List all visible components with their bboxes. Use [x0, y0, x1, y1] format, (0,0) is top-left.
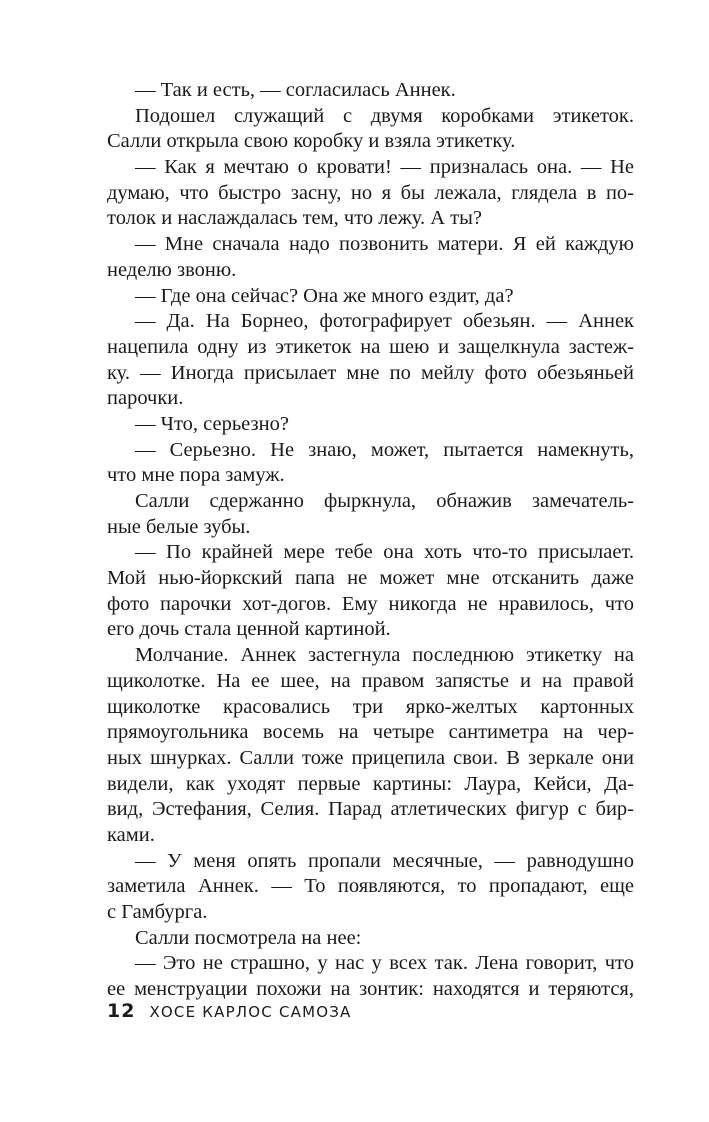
text-line: его дочь стала ценной картиной. [107, 618, 391, 641]
text-line: Салли сдержанно фыркнула, обнажив замечатель- [135, 490, 634, 512]
text-line: — Что, серьезно? [135, 412, 289, 435]
text-line: щиколотке красовались три ярко-желтых картонных [107, 695, 634, 718]
running-head-author: ХОСЕ КАРЛОС САМОЗА [149, 1003, 352, 1021]
text-line: вид, Эстефания, Селия. Парад атлетических фигур с бир- [107, 798, 634, 821]
text-line: Молчание. Аннек застегнула последнюю этикетку на [135, 644, 634, 667]
text-line: — Как я мечтаю о кровати! — призналась она. — Не [135, 156, 634, 179]
text-line: прямоугольника восемь на четыре сантиметра на чер- [107, 721, 634, 744]
text-line: — Серьезно. Не знаю, может, пытается намекнуть, [135, 438, 634, 461]
text-line: Подошел служащий с двумя коробками этикеток. [135, 104, 634, 127]
text-line: щиколотке. На ее шее, на правом запястье и на правой [107, 669, 634, 692]
text-line: — Это не страшно, у нас у всех так. Лена говорит, что [135, 952, 634, 975]
text-line: ные белые зубы. [107, 515, 251, 538]
text-line: толок и наслаждалась тем, что лежу. А ты? [107, 207, 482, 230]
text-line: что мне пора замуж. [107, 464, 285, 487]
page-body [107, 78, 634, 1003]
text-line: ками. [107, 823, 155, 846]
text-line: — У меня опять пропали месячные, — равнодушно [135, 849, 634, 872]
text-line: неделю звоню. [107, 258, 237, 281]
text-line: — Так и есть, — согласилась Аннек. [135, 79, 456, 101]
text-line: нацепила одну из этикеток на шею и защелкнула застеж- [107, 335, 634, 358]
text-line: — По крайней мере тебе она хоть что-то присылает. [135, 541, 634, 564]
text-line: парочки. [107, 387, 184, 410]
text-line: ку. — Иногда присылает мне по мейлу фото обезьяньей [107, 361, 634, 384]
text-line: думаю, что быстро засну, но я бы лежала, глядела в по- [107, 181, 634, 204]
text-line: видели, как уходят первые картины: Лаура, Кейси, Да- [107, 772, 634, 795]
text-line: Салли открыла свою коробку и взяла этикетку. [107, 130, 516, 153]
text-line: — Мне сначала надо позвонить матери. Я ей каждую [135, 233, 634, 256]
text-line: Салли посмотрела на нее: [135, 926, 362, 949]
text-line: фото парочки хот-догов. Ему никогда не нравилось, что [107, 592, 634, 615]
text-line: ее менструации похожи на зонтик: находятся и теряются, [107, 978, 634, 1001]
text-line: Мой нью-йоркский папа не может мне отсканить даже [107, 567, 634, 590]
text-line: ных шнурках. Салли тоже прицепила свои. В зеркале они [107, 746, 634, 769]
text-line: с Гамбурга. [107, 901, 208, 923]
text-line: — Да. На Борнео, фотографирует обезьян. — Аннек [135, 310, 634, 333]
text-line: — Где она сейчас? Она же много ездит, да? [135, 284, 514, 307]
page-number: 12 [107, 1000, 136, 1022]
page-footer [107, 1000, 352, 1024]
text-line: заметила Аннек. — То появляются, то пропадают, еще [107, 875, 634, 898]
